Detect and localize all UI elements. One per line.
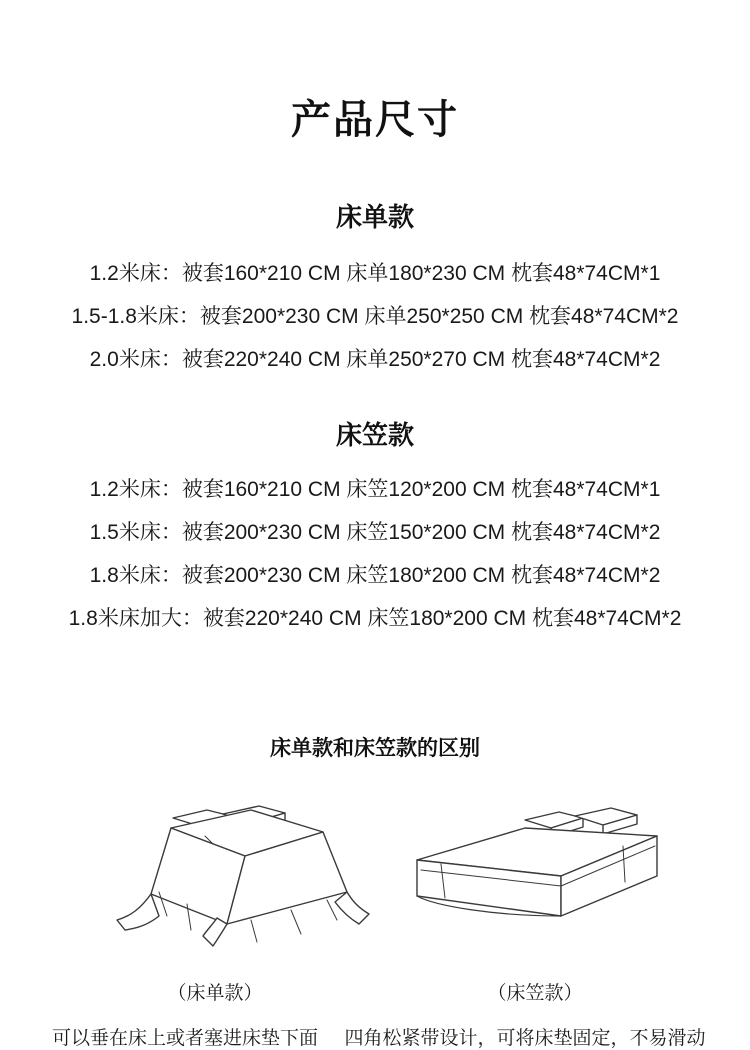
spec-list-flat-sheet bbox=[0, 252, 750, 381]
comparison-item-flat-sheet bbox=[55, 784, 375, 1005]
section-title-fitted-sheet: 床笠款 bbox=[335, 420, 414, 450]
description-flat-sheet: 可以垂在床上或者塞进床垫下面 bbox=[51, 1028, 318, 1049]
spec-row: 1.2米床：被套160*210 CM 床单180*230 CM 枕套48*74CM*1 bbox=[89, 262, 661, 285]
comparison-title: 床单款和床笠款的区别 bbox=[270, 737, 480, 760]
fitted-sheet-bed-illustration bbox=[375, 784, 695, 964]
caption-flat-sheet: （床单款） bbox=[167, 983, 263, 1004]
spec-row: 2.0米床：被套220*240 CM 床单250*270 CM 枕套48*74CM*2 bbox=[89, 348, 661, 371]
page-title: 产品尺寸 bbox=[291, 98, 459, 142]
comparison-item-fitted-sheet bbox=[375, 784, 695, 1005]
spec-row: 1.8米床：被套200*230 CM 床笠180*200 CM 枕套48*74CM*2 bbox=[89, 564, 661, 587]
spec-list-fitted-sheet bbox=[0, 468, 750, 640]
flat-sheet-bed-illustration bbox=[55, 784, 375, 964]
spec-row: 1.8米床加大：被套220*240 CM 床笠180*200 CM 枕套48*74CM*2 bbox=[68, 607, 682, 630]
spec-row: 1.2米床：被套160*210 CM 床笠120*200 CM 枕套48*74CM*1 bbox=[89, 478, 661, 501]
comparison-descriptions bbox=[0, 1023, 750, 1050]
caption-fitted-sheet: （床笠款） bbox=[487, 983, 583, 1004]
comparison-illustrations bbox=[0, 784, 750, 1005]
description-fitted-sheet: 四角松紧带设计，可将床垫固定，不易滑动 bbox=[344, 1028, 706, 1049]
section-title-flat-sheet: 床单款 bbox=[335, 202, 414, 232]
spec-row: 1.5米床：被套200*230 CM 床笠150*200 CM 枕套48*74CM*2 bbox=[89, 521, 661, 544]
spec-row: 1.5-1.8米床：被套200*230 CM 床单250*250 CM 枕套48*74CM*2 bbox=[71, 305, 679, 328]
